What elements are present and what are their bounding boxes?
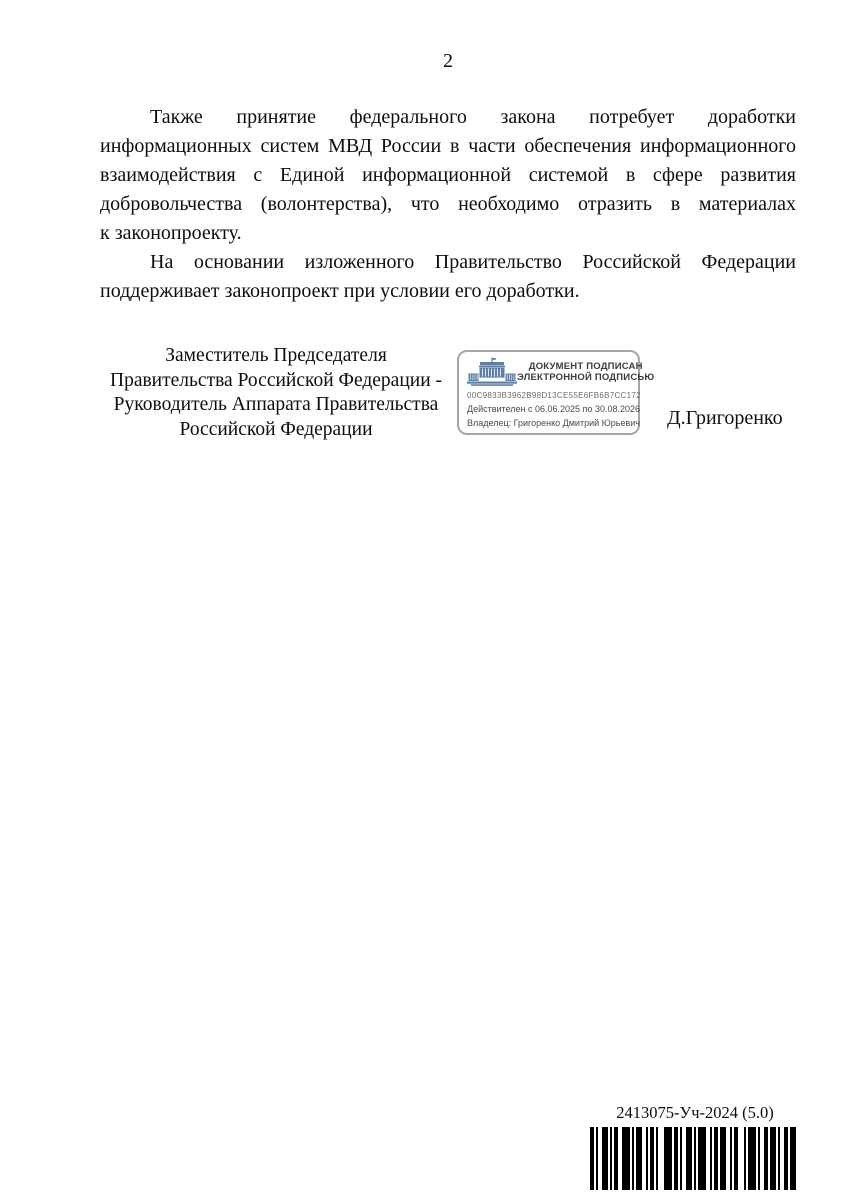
barcode-bar — [680, 1127, 682, 1190]
barcode — [590, 1127, 802, 1190]
barcode-bar — [694, 1127, 696, 1190]
page-number: 2 — [443, 50, 453, 72]
barcode-bar — [590, 1127, 594, 1190]
stamp-certificate-number: 00C9833B3962B98D13CE55E6FB6B7CC172 — [467, 391, 641, 400]
stamp-title — [517, 361, 654, 384]
barcode-bar — [790, 1127, 796, 1190]
barcode-bar — [674, 1127, 678, 1190]
signatory-title-line: Российской Федерации — [179, 418, 373, 440]
barcode-bar — [656, 1127, 658, 1190]
barcode-bar — [698, 1127, 706, 1190]
paragraph-line: взаимодействия с Единой информационной системой в сфере развития — [100, 164, 796, 186]
barcode-bar — [778, 1127, 780, 1190]
paragraph-line: поддерживает законопроект при условии его доработки. — [100, 280, 580, 302]
barcode-bar — [734, 1127, 738, 1190]
stamp-header — [467, 357, 655, 387]
stamp-validity-period: Действителен с 06.06.2025 по 30.08.2026 — [467, 404, 640, 414]
paragraph-line: добровольчества (волонтерства), что необходимо отразить в материалах — [100, 193, 796, 215]
stamp-owner: Владелец: Григоренко Дмитрий Юрьевич — [467, 418, 640, 428]
signatory-title — [100, 344, 452, 442]
barcode-bar — [710, 1127, 712, 1190]
signatory-title-line: Заместитель Председателя — [165, 345, 387, 366]
barcode-bar — [602, 1127, 608, 1190]
barcode-bar — [784, 1127, 788, 1190]
barcode-bar — [748, 1127, 756, 1190]
barcode-bar — [744, 1127, 746, 1190]
paragraph-line: информационных систем МВД России в части обеспечения информационного — [100, 135, 796, 157]
barcode-bar — [596, 1127, 598, 1190]
barcode-bar — [770, 1127, 776, 1190]
barcode-bar — [614, 1127, 618, 1190]
paragraph-line: к законопроекту. — [100, 222, 242, 244]
government-building-icon — [467, 357, 517, 387]
stamp-title-line: ЭЛЕКТРОННОЙ ПОДПИСЬЮ — [517, 372, 655, 383]
barcode-bar — [764, 1127, 768, 1190]
document-registration-number: 2413075-Уч-2024 (5.0) — [616, 1103, 774, 1122]
barcode-bar — [730, 1127, 732, 1190]
barcode-bar — [686, 1127, 692, 1190]
barcode-bar — [758, 1127, 760, 1190]
paragraph — [100, 248, 796, 306]
electronic-signature-stamp — [457, 350, 655, 435]
barcode-bar — [636, 1127, 642, 1190]
signatory-title-line: Руководитель Аппарата Правительства — [113, 394, 439, 415]
paragraph-line: Также принятие федерального закона потребует доработки — [150, 106, 796, 128]
barcode-bar — [622, 1127, 630, 1190]
signatory-name: Д.Григоренко — [667, 407, 783, 429]
paragraph-line: На основании изложенного Правительство Российской Федерации — [150, 251, 796, 273]
barcode-bar — [610, 1127, 612, 1190]
stamp-title-line: ДОКУМЕНТ ПОДПИСАН — [528, 360, 643, 372]
barcode-bar — [714, 1127, 718, 1190]
document-body — [100, 103, 796, 306]
barcode-bar — [720, 1127, 726, 1190]
signatory-title-line: Правительства Российской Федерации - — [109, 369, 443, 391]
paragraph — [100, 103, 796, 248]
barcode-bar — [650, 1127, 654, 1190]
barcode-bar — [632, 1127, 634, 1190]
barcode-bar — [664, 1127, 672, 1190]
barcode-bar — [646, 1127, 648, 1190]
